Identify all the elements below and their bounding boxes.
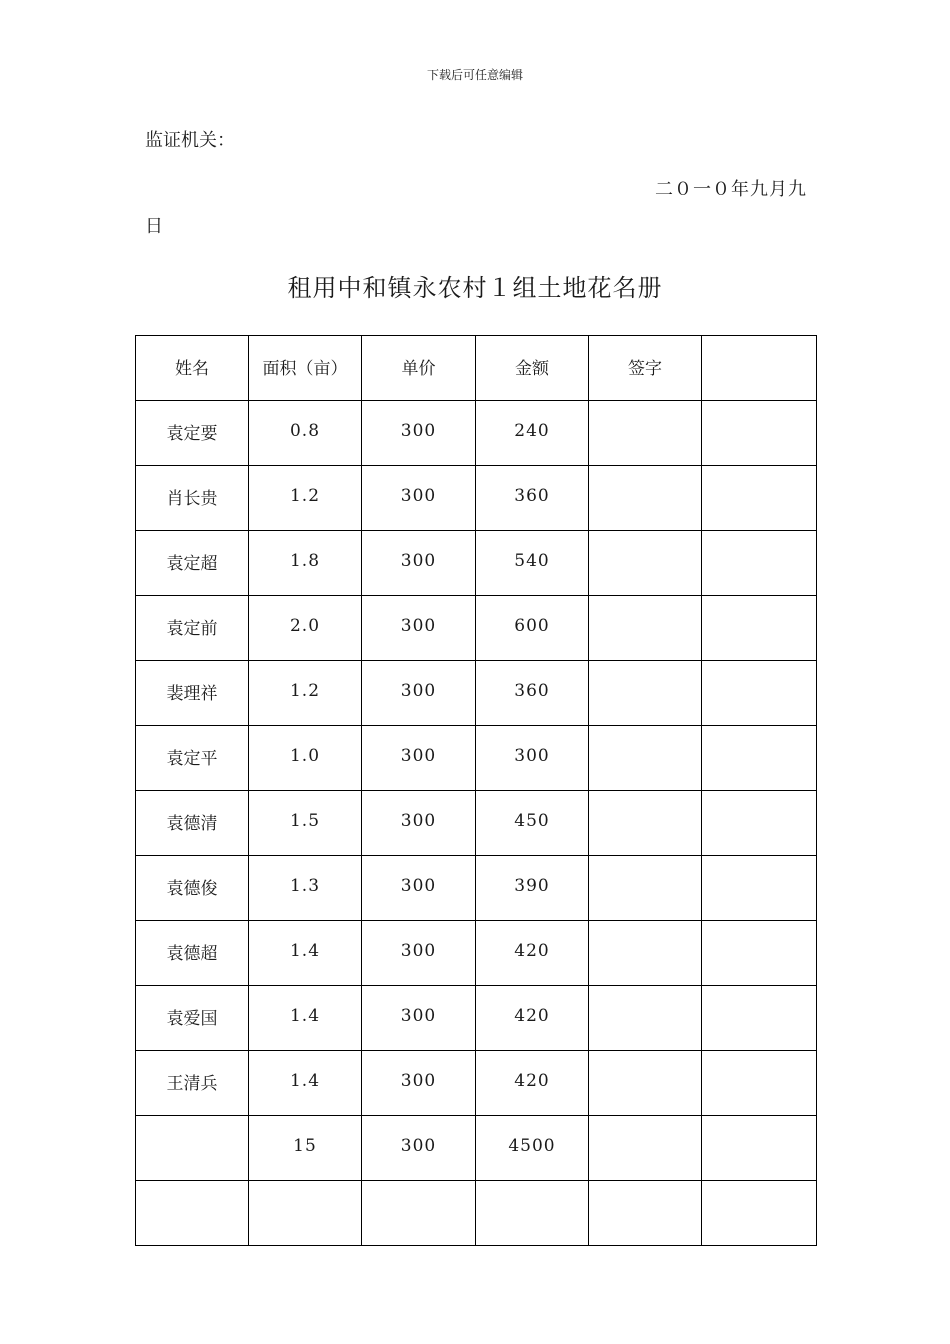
cell-amount: 600 [476, 596, 589, 661]
table-row [136, 401, 817, 466]
cell-extra [702, 921, 817, 986]
table-row [136, 726, 817, 791]
cell-signature [589, 401, 702, 466]
cell-area: 1.5 [249, 791, 362, 856]
cell-extra [702, 596, 817, 661]
cell-signature [589, 856, 702, 921]
cell-area: 0.8 [249, 401, 362, 466]
table-row [136, 856, 817, 921]
table-row [136, 1116, 817, 1181]
table-row [136, 1051, 817, 1116]
header-area: 面积（亩） [249, 336, 362, 401]
cell-area: 1.4 [249, 921, 362, 986]
table-row [136, 466, 817, 531]
cell-signature [589, 531, 702, 596]
cell-signature [589, 1181, 702, 1246]
cell-unit-price: 300 [362, 1116, 476, 1181]
cell-signature [589, 791, 702, 856]
cell-extra [702, 1181, 817, 1246]
cell-name: 袁德俊 [136, 856, 249, 921]
cell-signature [589, 1116, 702, 1181]
date-line-2: 日 [145, 216, 163, 237]
cell-name: 肖长贵 [136, 466, 249, 531]
cell-amount: 240 [476, 401, 589, 466]
cell-name: 袁德清 [136, 791, 249, 856]
cell-name: 袁定平 [136, 726, 249, 791]
cell-unit-price: 300 [362, 596, 476, 661]
header-note: 下载后可任意编辑 [426, 68, 523, 82]
cell-extra [702, 1051, 817, 1116]
cell-signature [589, 726, 702, 791]
header-extra [702, 336, 817, 401]
cell-extra [702, 401, 817, 466]
cell-area: 1.4 [249, 986, 362, 1051]
cell-name: 袁定要 [136, 401, 249, 466]
table-row [136, 921, 817, 986]
cell-name [136, 1181, 249, 1246]
roster-body [136, 336, 817, 1246]
cell-amount: 420 [476, 986, 589, 1051]
cell-signature [589, 986, 702, 1051]
header-signature: 签字 [589, 336, 702, 401]
table-row [136, 791, 817, 856]
land-roster-table [135, 335, 817, 1246]
cell-name: 王清兵 [136, 1051, 249, 1116]
date-line-1: 二０一０年九月九 [655, 179, 807, 200]
cell-amount: 300 [476, 726, 589, 791]
cell-unit-price [362, 1181, 476, 1246]
cell-extra [702, 856, 817, 921]
cell-signature [589, 1051, 702, 1116]
cell-area: 1.8 [249, 531, 362, 596]
cell-unit-price: 300 [362, 661, 476, 726]
cell-unit-price: 300 [362, 726, 476, 791]
cell-area: 1.4 [249, 1051, 362, 1116]
cell-area: 1.2 [249, 466, 362, 531]
cell-name: 袁爱国 [136, 986, 249, 1051]
cell-name [136, 1116, 249, 1181]
cell-unit-price: 300 [362, 986, 476, 1051]
cell-signature [589, 921, 702, 986]
cell-name: 袁定超 [136, 531, 249, 596]
cell-signature [589, 466, 702, 531]
cell-unit-price: 300 [362, 791, 476, 856]
cell-unit-price: 300 [362, 921, 476, 986]
cell-amount: 420 [476, 1051, 589, 1116]
table-row [136, 596, 817, 661]
cell-extra [702, 986, 817, 1051]
cell-area: 15 [249, 1116, 362, 1181]
table-row [136, 1181, 817, 1246]
cell-name: 裴理祥 [136, 661, 249, 726]
cell-unit-price: 300 [362, 1051, 476, 1116]
cell-amount: 360 [476, 661, 589, 726]
cell-area: 1.3 [249, 856, 362, 921]
cell-area: 1.2 [249, 661, 362, 726]
cell-area: 1.0 [249, 726, 362, 791]
cell-unit-price: 300 [362, 856, 476, 921]
cell-name: 袁德超 [136, 921, 249, 986]
table-row [136, 531, 817, 596]
cell-amount: 390 [476, 856, 589, 921]
header-amount: 金额 [476, 336, 589, 401]
cell-extra [702, 466, 817, 531]
cell-unit-price: 300 [362, 466, 476, 531]
cell-extra [702, 531, 817, 596]
cell-unit-price: 300 [362, 531, 476, 596]
cell-amount: 540 [476, 531, 589, 596]
table-header-row [136, 336, 817, 401]
authority-label: 监证机关： [145, 130, 235, 151]
cell-extra [702, 791, 817, 856]
table-row [136, 661, 817, 726]
cell-extra [702, 726, 817, 791]
document-title: 租用中和镇永农村１组土地花名册 [287, 274, 663, 302]
cell-extra [702, 661, 817, 726]
cell-amount [476, 1181, 589, 1246]
cell-area: 2.0 [249, 596, 362, 661]
cell-area [249, 1181, 362, 1246]
header-unit-price: 单价 [362, 336, 476, 401]
cell-amount: 360 [476, 466, 589, 531]
cell-name: 袁定前 [136, 596, 249, 661]
cell-amount: 420 [476, 921, 589, 986]
cell-amount: 450 [476, 791, 589, 856]
table-row [136, 986, 817, 1051]
cell-amount: 4500 [476, 1116, 589, 1181]
cell-signature [589, 596, 702, 661]
cell-unit-price: 300 [362, 401, 476, 466]
cell-signature [589, 661, 702, 726]
cell-extra [702, 1116, 817, 1181]
header-name: 姓名 [136, 336, 249, 401]
